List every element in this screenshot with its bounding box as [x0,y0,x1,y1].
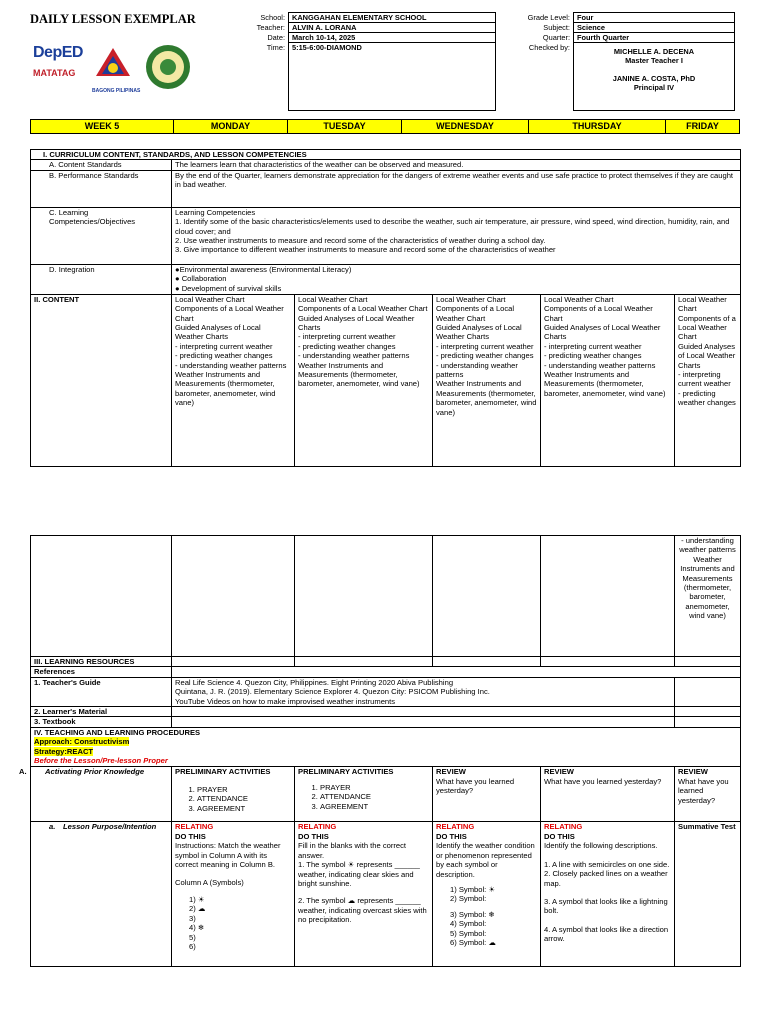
tue-do-this: DO THIS [298,831,329,841]
checker1-name: MICHELLE A. DECENA [613,47,695,56]
thu-item: 1. A line with semicircles on one side. [544,859,670,869]
checker2-name: JANINE A. COSTA, PhD [612,74,696,83]
mon-do-this: DO THIS [175,831,206,841]
lc-line-3: 3. Give importance to different weather instruments to measure and record some of the characteristics of weather [175,245,556,255]
content-cont-wednesday [433,536,541,657]
apk-tuesday [295,767,433,822]
content-thursday: Local Weather Chart Components of a Local Weather Chart Guided Analyses of Local Weather Charts - interpreting current weather - predicting weather changes - understanding weather patterns Weather Instruments and Measurements (thermometer, barometer, anemometer, wind vane) [541,294,675,466]
section-a-marker: A. [19,767,27,777]
activating-prior-knowledge-label: Activating Prior Knowledge [45,767,145,777]
bagong-pilipinas-logo-icon [92,46,134,86]
tue-prelim-item: 1. PRAYER [320,783,429,792]
thu-instructions: Identify the following descriptions. [544,841,658,851]
performance-standards-text: By the end of the Quarter, learners demonstrate appreciation for the dangers of extreme weather events and use safe practice to protect themselves if they are caught in bad weather. [172,170,741,207]
checked-by-cell [574,43,735,111]
tue-prelim-heading: PRELIMINARY ACTIVITIES [298,767,394,777]
mon-column-a: Column A (Symbols) [175,877,244,887]
integration-label: D. Integration [31,264,172,294]
fri-review-question: What have you learned yesterday? [678,776,729,805]
content-cont-thursday [541,536,675,657]
content-cont-monday [172,536,295,657]
fri-review-heading: REVIEW [678,767,708,777]
integration-line-2: ● Development of survival skills [175,283,282,293]
procedures-header-cell [31,727,741,767]
curriculum-heading: I. CURRICULUM CONTENT, STANDARDS, AND LESSON COMPETENCIES [31,150,741,160]
thu-item: 4. A symbol that looks like a direction arrow. [544,924,669,944]
subject-value: Science [574,23,735,33]
lc-line-1: 1. Identify some of the basic characteristics/elements used to describe the weather, such air temperature, air pressure, wind speed, wind direction, humidity, rain, and cloud cover; and [175,217,730,236]
tg-line-2: YouTube Videos on how to make improvised weather instruments [175,696,396,706]
thu-review-heading: REVIEW [544,767,574,777]
grade-value: Four [574,13,735,23]
apk-monday [172,767,295,822]
thu-item: 2. Closely packed lines on a weather map. [544,869,668,888]
lp-thursday [541,822,675,967]
checker1-title: Master Teacher I [625,56,683,65]
header-info-table [198,12,735,111]
school-label: School: [260,12,285,22]
content-monday: Local Weather Chart Components of a Local Weather Chart Guided Analyses of Local Weather Charts - interpreting current weather - predicting weather changes - understanding weather patterns Weather Instruments and Measurements (thermometer, barometer, anemometer, wind vane) [172,294,295,466]
quarter-label: Quarter: [542,32,570,42]
day-monday: MONDAY [174,120,288,134]
mon-relating: RELATING [175,822,214,832]
subject-label: Subject: [543,22,570,32]
integration-cell [172,264,741,294]
mon-prelim-item: 1. PRAYER [197,785,291,794]
content-cont-friday: - understanding weather patterns Weather Instruments and Measurements (thermometer, barometer, anemometer, wind vane) [675,536,741,657]
school-value: KANGGAHAN ELEMENTARY SCHOOL [289,13,496,23]
tue-prelim-item: 2. ATTENDANCE [320,792,429,801]
wed-review-heading: REVIEW [436,767,466,777]
grade-label: Grade Level: [527,12,570,22]
day-wednesday: WEDNESDAY [402,120,529,134]
teachers-guide-cell [172,677,675,706]
wed-relating: RELATING [436,822,475,832]
section-a-sub-marker: a. [49,822,56,832]
apk-thursday [541,767,675,822]
wed-symbol-item: 2) Symbol: [450,894,487,904]
deped-logo [33,44,91,92]
page-title: DAILY LESSON EXEMPLAR [30,12,196,26]
wed-symbol-item: 3) Symbol: ❄ [450,909,495,919]
procedures-heading: IV. TEACHING AND LEARNING PROCEDURES [34,727,201,737]
tue-prelim-item: 3. AGREEMENT [320,802,429,811]
lesson-purpose-label: Lesson Purpose/Intention [63,822,157,832]
references-label: References [31,667,172,677]
teacher-label: Teacher: [256,22,285,32]
bagong-pilipinas-text: BAGONG PILIPINAS [92,88,141,94]
lp-monday [172,822,295,967]
wed-symbol-item: 6) Symbol: ☁ [450,937,496,947]
mon-symbol-item: 5) [189,932,196,942]
thu-review-question: What have you learned yesterday? [544,776,662,786]
lp-tuesday [295,822,433,967]
content-cont-label [31,536,172,657]
mon-instructions: Instructions: Match the weather symbol in Column A with its correct meaning in Column B. [175,841,281,870]
day-tuesday: TUESDAY [288,120,402,134]
mon-symbol-item: 3) [189,913,196,923]
learning-competencies-cell [172,207,741,264]
mon-symbol-item: 4) ❄ [189,923,205,933]
tue-item-1: 1. The symbol ☀ represents ______ weather, indicating clear skies and bright sunshine. [298,860,420,888]
content-standards-label: A. Content Standards [31,160,172,170]
deped-logo-text: DepED [33,44,83,61]
wed-instructions: Identify the weather condition or phenomenon represented by each symbol or description. [436,841,535,879]
checked-label: Checked by: [528,42,570,52]
performance-standards-label: B. Performance Standards [31,170,172,207]
mon-prelim-heading: PRELIMINARY ACTIVITIES [175,767,271,777]
content-label: II. CONTENT [31,294,172,466]
thu-relating: RELATING [544,822,583,832]
resources-heading: III. LEARNING RESOURCES [31,657,172,667]
thu-do-this: DO THIS [544,831,575,841]
lc-line-0: Learning Competencies [175,207,256,217]
curriculum-table [30,149,741,467]
quarter-value: Fourth Quarter [574,33,735,43]
tg-line-0: Real Life Science 4. Quezon City, Philippines. Eight Printing 2020 Abiva Publishing [175,677,454,687]
tg-line-1: Quintana, J. R. (2019). Elementary Science Explorer 4. Quezon City: PSICOM Publishing Inc. [175,687,490,697]
lp-wednesday [433,822,541,967]
day-friday: FRIDAY [666,120,740,134]
thu-item: 3. A symbol that looks like a lightning bolt. [544,896,668,916]
before-lesson-text: Before the Lesson/Pre-lesson Proper [34,756,168,766]
integration-line-0: ●Environmental awareness (Environmental Literacy) [175,264,352,274]
week-bar [30,119,740,134]
resources-procedures-table [19,535,741,967]
wed-symbol-item: 5) Symbol: [450,928,487,938]
lp-friday: Summative Test [675,822,741,967]
mon-symbol-item: 6) [189,941,196,951]
wed-do-this: DO THIS [436,831,467,841]
school-seal-icon [145,44,191,90]
time-label: Time: [266,42,285,52]
date-value: March 10-14, 2025 [289,33,496,43]
day-thursday: THURSDAY [529,120,666,134]
checker2-title: Principal IV [633,83,675,92]
content-tuesday: Local Weather Chart Components of a Local Weather Chart Guided Analyses of Local Weather Charts - interpreting current weather - predicting weather changes - understanding weather patterns Weather Instruments and Measurements (thermometer, barometer, anemometer, wind vane) [295,294,433,466]
content-cont-tuesday [295,536,433,657]
tue-item-2: 2. The symbol ☁ represents ______ weather, indicating overcast skies with no precipitation. [298,896,427,925]
mon-prelim-item: 3. AGREEMENT [197,804,291,813]
week-label: WEEK 5 [31,120,174,134]
content-friday: Local Weather Chart Components of a Local Weather Chart Guided Analyses of Local Weather Charts - interpreting current weather - predicting weather changes [675,294,741,466]
mon-symbol-item: 1) ☀ [189,894,205,904]
teachers-guide-label: 1. Teacher's Guide [31,677,172,706]
activating-prior-knowledge-cell [19,767,172,822]
tue-instructions: Fill in the blanks with the correct answer. [298,841,407,860]
wed-symbol-item: 1) Symbol: ☀ [450,884,496,894]
lc-line-2: 2. Use weather instruments to measure and record some of the characteristics of weather during a school day. [175,236,546,246]
tue-relating: RELATING [298,822,337,832]
learners-material-label: 2. Learner's Material [31,707,172,717]
strategy-text: Strategy:REACT [34,746,94,756]
integration-line-1: ● Collaboration [175,274,227,284]
apk-wednesday [433,767,541,822]
learning-competencies-label: C. Learning Competencies/Objectives [31,207,172,264]
teacher-value: ALVIN A. LORANA [289,23,496,33]
mon-symbol-item: 2) ☁ [189,904,206,914]
date-label: Date: [267,32,285,42]
lesson-purpose-cell [31,822,172,967]
wed-review-question: What have you learned yesterday? [436,776,515,796]
wed-symbol-item: 4) Symbol: [450,919,487,929]
content-wednesday: Local Weather Chart Components of a Local Weather Chart Guided Analyses of Local Weather Charts - interpreting current weather - predicting weather changes - understanding weather patterns Weather Instruments and Measurements (thermometer, barometer, anemometer, wind vane) [433,294,541,466]
content-standards-text: The learners learn that characteristics of the weather can be observed and measured. [172,160,741,170]
matatag-logo-text: MATATAG [33,68,76,78]
time-value: 5:15-6:00-DIAMOND [289,43,496,111]
approach-text: Approach: Constructivism [34,737,130,747]
textbook-label: 3. Textbook [31,717,172,727]
mon-prelim-item: 2. ATTENDANCE [197,794,291,803]
apk-friday [675,767,741,822]
